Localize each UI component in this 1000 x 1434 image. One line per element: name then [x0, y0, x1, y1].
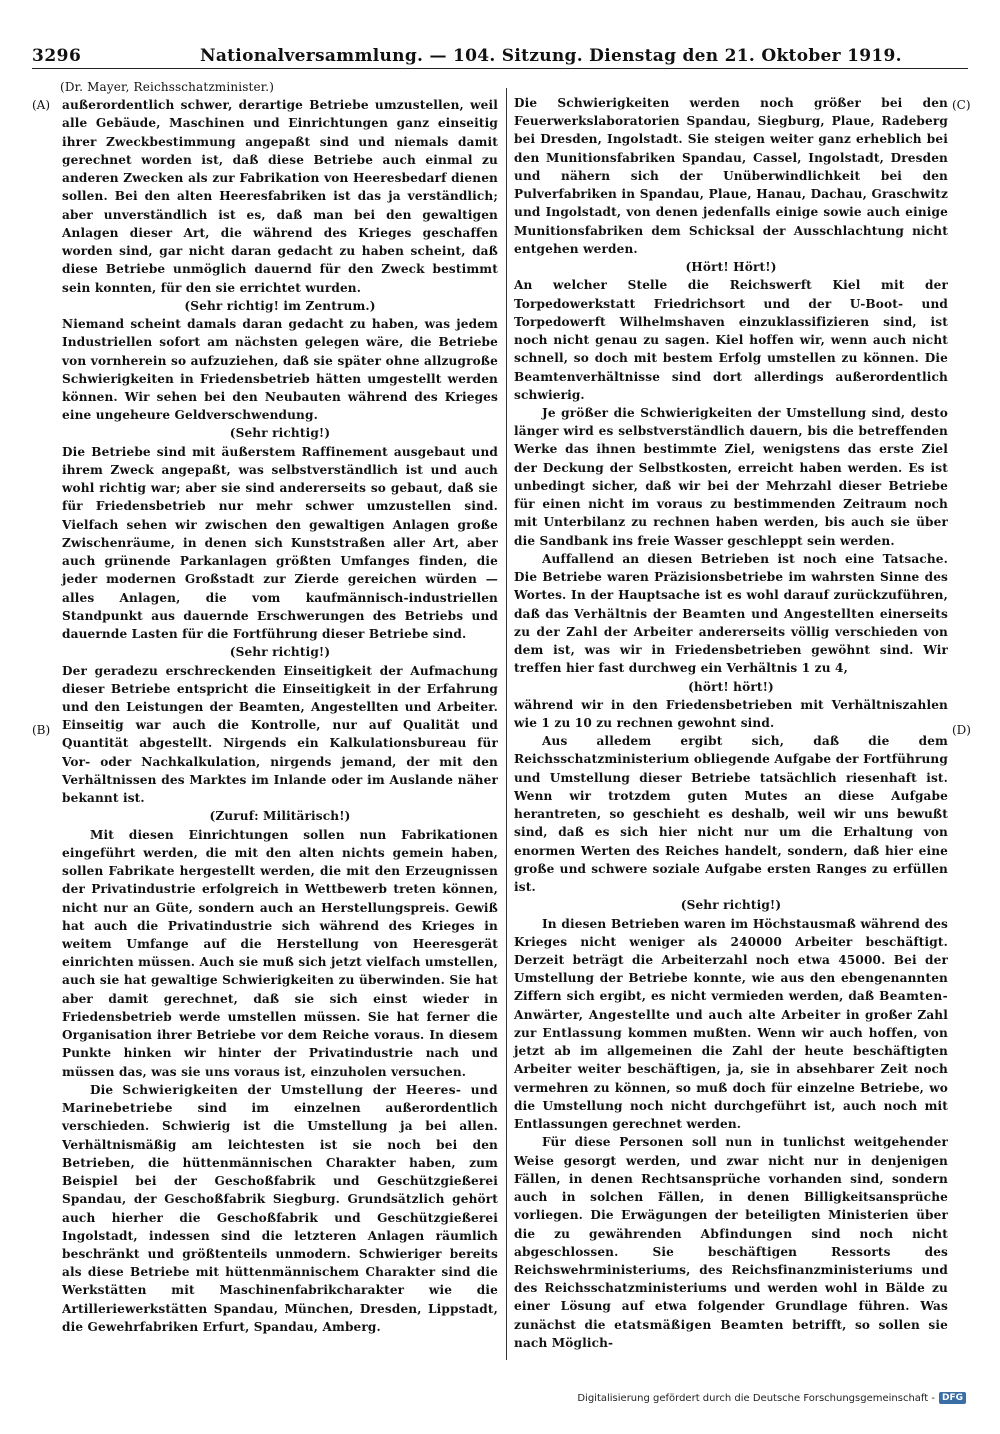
paragraph: [62, 1081, 498, 1336]
text-run: in großer Zahl zur: [514, 1007, 948, 1040]
margin-letter-d: (D): [952, 723, 971, 737]
margin-letter-a: (A): [32, 98, 51, 112]
paragraph: [514, 1133, 948, 1352]
text-run: Für diese Personen soll nun in tunlichst weitgehender Weise gesorgt werden, und zwar nicht nur in denjenigen Fällen, in denen Rechtsansprüche vorhanden sind, sondern auch in solchen Fällen, in denen Billigkeitsansprüche vorliegen. Die Erwägungen der beteiligten Ministerien über die zu gewährenden: [514, 1135, 948, 1241]
paragraph: während wir in den Friedensbetrieben mit Verhältniszahlen wie 1 zu 10 zu rechnen gewohnt sind.: [514, 697, 948, 730]
column-divider: [506, 88, 507, 1360]
paragraph: Die Schwierigkeiten werden noch größer bei den Feuerwerkslaboratorien Spandau, Siegburg, Plaue, Radeberg bei Dresden, Ingolstadt. Sie steigen weiter ganz erheblich bei den Munitionsfabriken Spandau, Cassel, Ingolstadt, Dresden und nähern sich der Unüberwindlichkeit bei den Pulverfabriken in Spandau, Plaue, Hanau, Dachau, Graschwitz und Ingolstadt, von denen jedenfalls einige sowie auch einige Munitionsfabriken dem Schicksal der Ausschlachtung nicht entgehen werden.: [514, 96, 948, 256]
interjection: (Sehr richtig!): [229, 426, 331, 441]
interjection: (Sehr richtig!): [229, 645, 331, 660]
running-title: Nationalversammlung. — 104. Sitzung. Dienstag den 21. Oktober 1919.: [200, 46, 902, 66]
emphasis: etatsmäßigen Beamten: [614, 1317, 784, 1332]
interjection: (Zuruf: Militärisch!): [209, 809, 351, 824]
paragraph: Mit diesen Einrichtungen sollen nun Fabrikationen eingeführt werden, die mit den alten nichts gemein haben, sollen Fabrikate hergestellt werden, die mit den Erzeugnissen der Privatindustrie erfolgreich in Wettbewerb treten können, nicht nur an Güte, sondern auch an Herstellungspreis. Gewiß hat auch die Privatindustrie sich während des Krieges in weitem Umfange auf die Herstellung von Heeresgerät einrichten müssen. Auch sie muß sich jetzt vielfach umstellen, auch sie hat gewaltige Schwierigkeiten zu überwinden. Sie hat aber damit gerechnet, daß sie sich einst wieder in Friedensbetrieb werde umstellen müssen. Sie hat ferner die Organisation ihrer Betriebe vor dem Reiche voraus. In diesem Punkte hinken wir hinter der Privatindustrie nach und müssen das, was sie uns voraus ist, einzuholen versuchen.: [62, 827, 498, 1079]
credit-text: Digitalisierung gefördert durch die Deutsche Forschungsgemeinschaft -: [577, 1392, 935, 1404]
text-run: einerseits: [879, 606, 948, 621]
digitization-credit: [577, 1392, 966, 1404]
paragraph: Der geradezu erschreckenden Einseitigkeit der Aufmachung dieser Betriebe entspricht die Einseitigkeit in der Erfahrung und den Leistungen der Beamten, Angestellten und Arbeiter. Einseitig war auch die Kontrolle, nur auf Qualität und Quantität abgestellt. Nirgends ein Kalkulationsbureau für Vor- oder Nachkalkulation, nirgends jemand, der mit den Verhältnissen des Marktes im Inlande oder im Auslande näher bekannt ist.: [62, 663, 498, 806]
page-header: [32, 44, 968, 68]
paragraph: Niemand scheint damals daran gedacht zu haben, was jedem Industriellen sofort am nächsten gelegen wäre, die Betriebe von vornherein so aufzuziehen, daß sie später ohne allzugroße Schwierigkeiten in Friedensbetrieb hätten umgestellt werden können. Wir sehen bei den Neubauten während des Krieges eine ungeheure Geldverschwendung.: [62, 317, 498, 423]
paragraph: außerordentlich schwer, derartige Betriebe umzustellen, weil alle Gebäude, Maschinen und Einrichtungen ganz einseitig ihrer Zweckbestimmung angepaßt sind und niemals damit gerechnet worden ist, daß diese Betriebe auch einmal zu anderen Zwecken als zur Fabrikation von Heeresbedarf dienen sollen. Bei den alten Heeresfabriken ist das ja verständlich; aber unverständlich ist es, daß man bei den gewaltigen Anlagen dieser Art, die während des Krieges geschaffen worden sind, gar nicht daran gedacht zu haben scheint, daß diese Betriebe unmöglich dauernd für den Zweck bestimmt sein konnten, für den sie errichtet wurden.: [62, 98, 498, 295]
interjection: (hört! hört!): [688, 679, 774, 694]
text-run: betrifft, so sollen sie nach Möglich-: [514, 1317, 948, 1350]
emphasis: zu der Zahl der Arbeiter: [514, 624, 693, 639]
margin-letter-b: (B): [32, 723, 51, 737]
emphasis: Beamten-Anwärter, Angestellte und auch alte Arbeiter: [514, 989, 948, 1022]
interjection: (Sehr richtig! im Zentrum.): [184, 298, 376, 313]
right-column: [514, 94, 948, 1352]
dfg-logo: DFG: [939, 1392, 966, 1404]
text-run: sind noch nicht abgeschlossen. Sie beschäftigen Ressorts des Reichswehrministeriums, des Reichsfinanzministeriums und des Reichsschatzministeriums und werden wohl in Bälde zu einer Lösung auf etwa folgender Grundlage führen. Was zunächst die: [514, 1226, 948, 1332]
text-run: andererseits völlig verschieden von dem ist, was wir in Friedensbetrieben gewöhnt sind. Wir treffen hier fast durchweg ein Verhältnis 1 zu 4,: [514, 624, 948, 676]
left-column: [62, 78, 498, 1336]
margin-letter-c: (C): [952, 98, 971, 112]
emphasis: Entlassung: [542, 1025, 623, 1040]
paragraph: Die Betriebe sind mit äußerstem Raffinement ausgebaut und ihrem Zweck angepaßt, was selbstverständlich ist und auch wohl richtig war; aber sie sind andererseits so gebaut, daß sie für Friedensbetrieb nur mehr schwer umzustellen sind. Vielfach sehen wir zwischen den gewaltigen Anlagen große Zwischenräume, in denen sich Kunststraßen aller Art, aber auch grünende Parkanlagen größten Umfanges finden, die jeder modernen Großstadt zur Zierde gereichen würden — alles Anlagen, die vom kaufmännisch-industriellen Standpunkt aus dauernde Erschwerungen des Betriebs und dauernde Lasten für die Fortführung dieser Betriebe sind.: [62, 444, 498, 642]
paragraph: [514, 915, 948, 1134]
speaker-label: (Dr. Mayer, Reichsschatzminister.): [60, 80, 275, 94]
text-run: Auffallend an diesen Betrieben ist noch eine Tatsache. Die Betriebe waren Präzisionsbetriebe im wahrsten Sinne des Wortes. In der Hauptsache ist es wohl darauf zurückzuführen, daß das: [514, 551, 948, 621]
paragraph: An welcher Stelle die Reichswerft Kiel mit der Torpedowerkstatt Friedrichsort und der U-Boot- und Torpedowerft Wilhelmshaven einzuklassifizieren sind, ist noch nicht genau zu sagen. Kiel hoffen wir, wenn auch nicht schnell, so doch mit bestem Erfolg umstellen zu können. Die Beamtenverhältnisse sind dort allerdings außerordentlich schwierig.: [514, 278, 948, 402]
page-number: 3296: [32, 46, 82, 66]
text-run: Die: [90, 1082, 114, 1097]
emphasis: Abfindungen: [700, 1226, 793, 1241]
text-run: kommen mußten. Wenn wir auch hoffen, von jetzt ab im allgemeinen die Zahl der heute beschäftigten Arbeiter weiter beschäftigen, ja, sie in absehbarer Zeit noch vermehren zu können, so muß doch für einzelne Betriebe, wo die Umstellung noch nicht durchgeführt ist, auch noch mit Entlassungen gerechnet werden.: [514, 1025, 948, 1132]
paragraph: [514, 550, 948, 678]
paragraph: Je größer die Schwierigkeiten der Umstellung sind, desto länger wird es selbstverständlich dauern, bis die betreffenden Werke das ihnen bestimmte Ziel, wenigstens das erste Ziel der Deckung der Selbstkosten, erreicht haben werden. Es ist unbedingt sicher, daß wir bei der Mehrzahl dieser Betriebe für einen nicht im voraus zu bestimmenden Zeitraum noch mit Unterbilanz zu rechnen haben werden, bis auch sie über die Sandbank ins freie Wasser geschleppt sein werden.: [514, 405, 948, 548]
interjection: (Hört! Hört!): [685, 260, 777, 275]
emphasis: Verhältnis der Beamten und Angestellten: [574, 606, 875, 621]
paragraph: Aus alledem ergibt sich, daß die dem Reichsschatzministerium obliegende Aufgabe der Fortführung und Umstellung dieser Betriebe tatsächlich riesenhaft ist. Wenn wir trotzdem guten Mutes an diese Aufgabe herantreten, so geschieht es deshalb, weil wir uns bewußt sind, daß es sich hier nicht nur um die Erhaltung von enormen Werten des Reiches handelt, sondern, daß hier eine große und schwere soziale Aufgabe ersten Ranges zu erfüllen ist.: [514, 734, 948, 895]
header-rule: [32, 68, 968, 69]
text-run: In diesen Betrieben waren im Höchstausmaß während des Krieges nicht weniger als 240000 Arbeiter beschäftigt. Derzeit beträgt die Arbeiterzahl noch etwa 45000. Bei der Umstellung der Betriebe konnte, wie aus den ebengenannten Ziffern sich ergibt, es nicht vermieden werden, daß: [514, 916, 948, 1004]
text-run: sind im einzelnen außerordentlich verschieden. Schwierig ist die Umstellung ja bei allen. Verhältnismäßig am leichtesten ist sie noch bei den Betrieben, die hüttenmännischen Charakter haben, zum Beispiel bei der Geschoßfabrik und Geschützgießerei Spandau, der Geschoßfabrik Siegburg. Grundsätzlich gehört auch hierher die Geschoßfabrik und Geschützgießerei Ingolstadt, indessen sind die letzteren Anlagen räumlich beschränkt und größtenteils unmodern. Schwieriger bereits als diese Betriebe mit hüttenmännischem Charakter sind die Werkstätten mit Maschinenfabrikcharakter wie die Artilleriewerkstätten Spandau, München, Dresden, Lippstadt, die Gewehrfabriken Erfurt, Spandau, Amberg.: [62, 1101, 498, 1334]
emphasis: Schwierigkeiten der Umstellung der Heeres- und Marinebetriebe: [62, 1082, 498, 1116]
interjection: (Sehr richtig!): [680, 898, 782, 913]
